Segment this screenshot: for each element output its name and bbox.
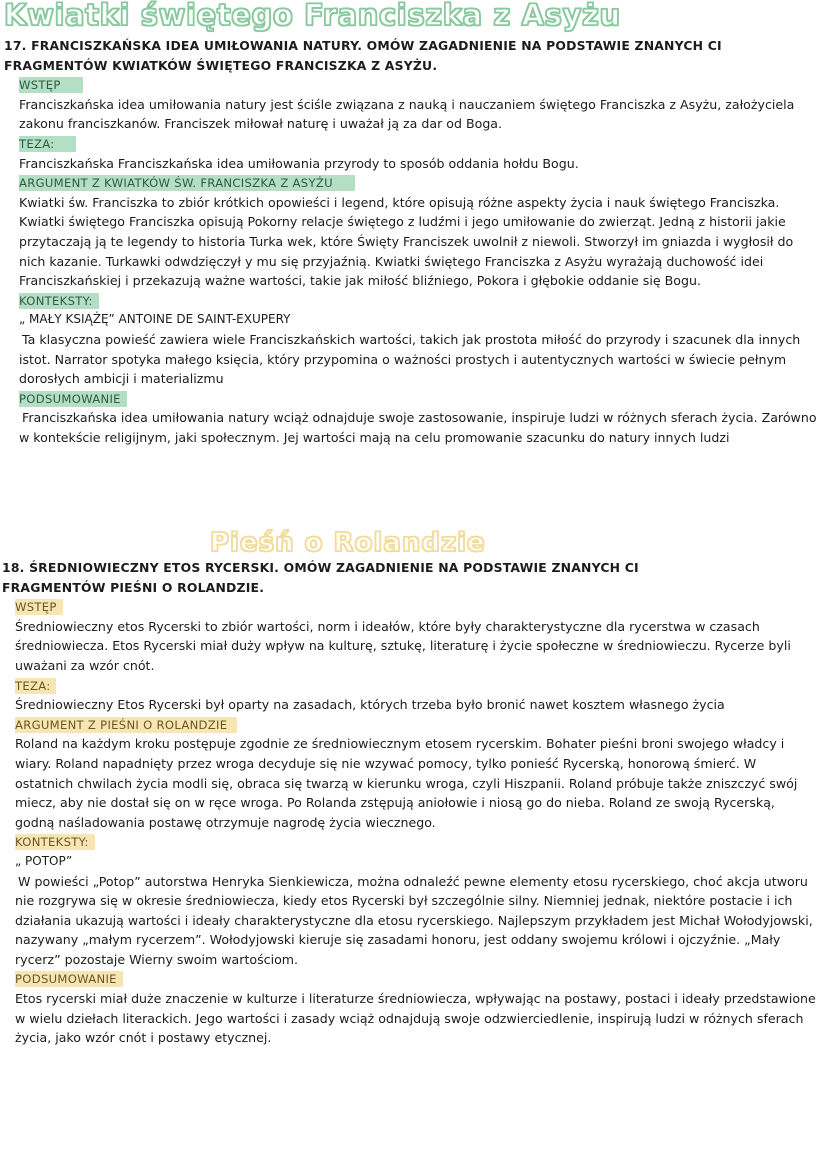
podsumowanie-text: Franciszkańska idea umiłowania natury wciąż odnajduje swoje zastosowanie, inspiruje ludzi w różnych sferach życia. Zarówno w kontekście religijnym, jaki społecznym. Jej wartości mają na celu promowanie szacunku do natury innych ludzi [19, 410, 817, 445]
wstep-text: Franciszkańska idea umiłowania natury jest ściśle związana z nauką i nauczaniem świętego Franciszka z Asyżu, założyciela zakonu franciszkanów. Franciszek miłował naturę i uważał ją za dar od Boga. [19, 96, 795, 132]
question-17-title-line1: 17. FRANCISZKAŃSKA IDEA UMIŁOWANIA NATURY. OMÓW ZAGADNIENIE NA PODSTAWIE ZNANYCH CI [4, 38, 722, 53]
label-podsumowanie: PODSUMOWANIE [19, 391, 127, 407]
label-teza: TEZA: [19, 136, 76, 152]
banner-piesn-o-rolandzie: Pieśń o Rolandzie [210, 528, 486, 558]
kontekst-title: „ POTOP” [15, 853, 73, 868]
label-podsumowanie: PODSUMOWANIE [15, 971, 123, 987]
kontekst-text: Ta klasyczna powieść zawiera wiele Franciszkańskich wartości, takich jak prostota miłość do przyrody i szacunek dla innych istot. Narrator spotyka małego księcia, który przypomina o ważności prostych i autentycznych wartości w świecie pełnym dorosłych ambicji i materializmu [19, 331, 801, 387]
section-17-body [4, 75, 819, 447]
section-18-body [2, 597, 817, 1048]
banner-kwiatki: Kwiatki świętego Franciszka z Asyżu [4, 0, 621, 32]
question-18-title-line2: FRAGMENTÓW PIEŚNI O ROLANDZIE. [2, 579, 265, 595]
label-argument: ARGUMENT Z PIEŚNI O ROLANDZIE [15, 717, 237, 733]
teza-text: Franciszkańska Franciszkańska idea umiłowania przyrody to sposób oddania hołdu Bogu. [19, 155, 579, 171]
podsumowanie-text: Etos rycerski miał duże znaczenie w kulturze i literaturze średniowiecza, wpływając na postawy, postaci i ideały przedstawione w wielu dziełach literackich. Jego wartości i zasady wciąż odnajdują swoje odzwierciedlenie, inspirują ludzi w różnych sferach życia, jako wzór cnót i postawy etycznej. [15, 991, 816, 1046]
question-18-title-line1: 18. ŚREDNIOWIECZNY ETOS RYCERSKI. OMÓW ZAGADNIENIE NA PODSTAWIE ZNANYCH CI [2, 560, 639, 575]
label-argument: ARGUMENT Z KWIATKÓW ŚW. FRANCISZKA Z ASYŻU [19, 175, 355, 191]
argument-text: Kwiatki św. Franciszka to zbiór krótkich opowieści i legend, które opisują różne aspekty życia i nauk świętego Franciszka. Kwiatki świętego Franciszka opisują Pokorny relacje świętego z ludźmi i jego umiłowanie do zwierząt. Jedną z historii jakie przytaczają ją te legendy to historia Turka wek, które Święty Franciszek uwolnił z niewoli. Stworzył im gniazda i wygłosił do nich kazanie. Turkawki odwdzięczył y mu się przyjaźnią. Kwiatki świętego Franciszka z Asyżu wyrażają duchowość idei Franciszkańskiej i przekazują ważne wartości, takie jak miłość bliźniego, Pokora i głębokie oddanie się Bogu. [19, 194, 794, 289]
label-konteksty: KONTEKSTY: [19, 293, 99, 309]
question-17-title-line2: FRAGMENTÓW KWIATKÓW ŚWIĘTEGO FRANCISZKA Z ASYŻU. [4, 57, 438, 73]
label-teza: TEZA: [15, 678, 56, 694]
wstep-text: Średniowieczny etos Rycerski to zbiór wartości, norm i ideałów, które były charakterystyczne dla rycerstwa w czasach średniowiecza. Etos Rycerski miał duży wpływ na kulturę, sztukę, literaturę i życie społeczne w średniowieczu. Rycerze byli uważani za wzór cnót. [15, 618, 791, 673]
kontekst-text: W powieści „Potop” autorstwa Henryka Sienkiewicza, można odnaleźć pewne elementy etosu rycerskiego, choć akcja utworu nie rozgrywa się w okresie średniowiecza, kiedy etos Rycerski był szczególnie silny. Niemniej jednak, niektóre postacie i ich działania ukazują wartości i ideały charakterystyczne dla etosu rycerskiego. Najlepszym przykładem jest Michał Wołodyjowski, nazywany „małym rycerzem”. Wołodyjowski kieruje się zasadami honoru, jest oddany swojemu królowi i ojczyźnie. „Mały rycerz” pozostaje Wierny swoim wartościom. [15, 873, 813, 967]
section-18 [2, 558, 817, 1048]
teza-text: Średniowieczny Etos Rycerski był oparty na zasadach, których trzeba było bronić nawet kosztem własnego życia [15, 697, 725, 713]
label-konteksty: KONTEKSTY: [15, 834, 95, 850]
section-17 [4, 36, 819, 447]
kontekst-title: „ MAŁY KSIĄŻĘ” ANTOINE DE SAINT-EXUPERY [19, 312, 291, 327]
label-wstep: WSTĘP [15, 599, 63, 615]
label-wstep: WSTĘP [19, 77, 83, 93]
argument-text: Roland na każdym kroku postępuje zgodnie ze średniowiecznym etosem rycerskim. Bohater pieśni broni swojego władcy i wiary. Roland napadnięty przez wroga decyduje się nie wzywać pomocy, tylko ponieść Rycerską, honorową śmierć. W ostatnich chwilach życia modli się, obraca się twarzą w kierunku wroga, czyli Hiszpanii. Roland próbuje także zniszczyć swój miecz, aby nie dostał się on w ręce wroga. Po Rolanda zstępują aniołowie i niosą go do nieba. Roland ze swoją Rycerską, godną naśladowania postawę otrzymuje nagrodę życia wiecznego. [15, 736, 798, 830]
